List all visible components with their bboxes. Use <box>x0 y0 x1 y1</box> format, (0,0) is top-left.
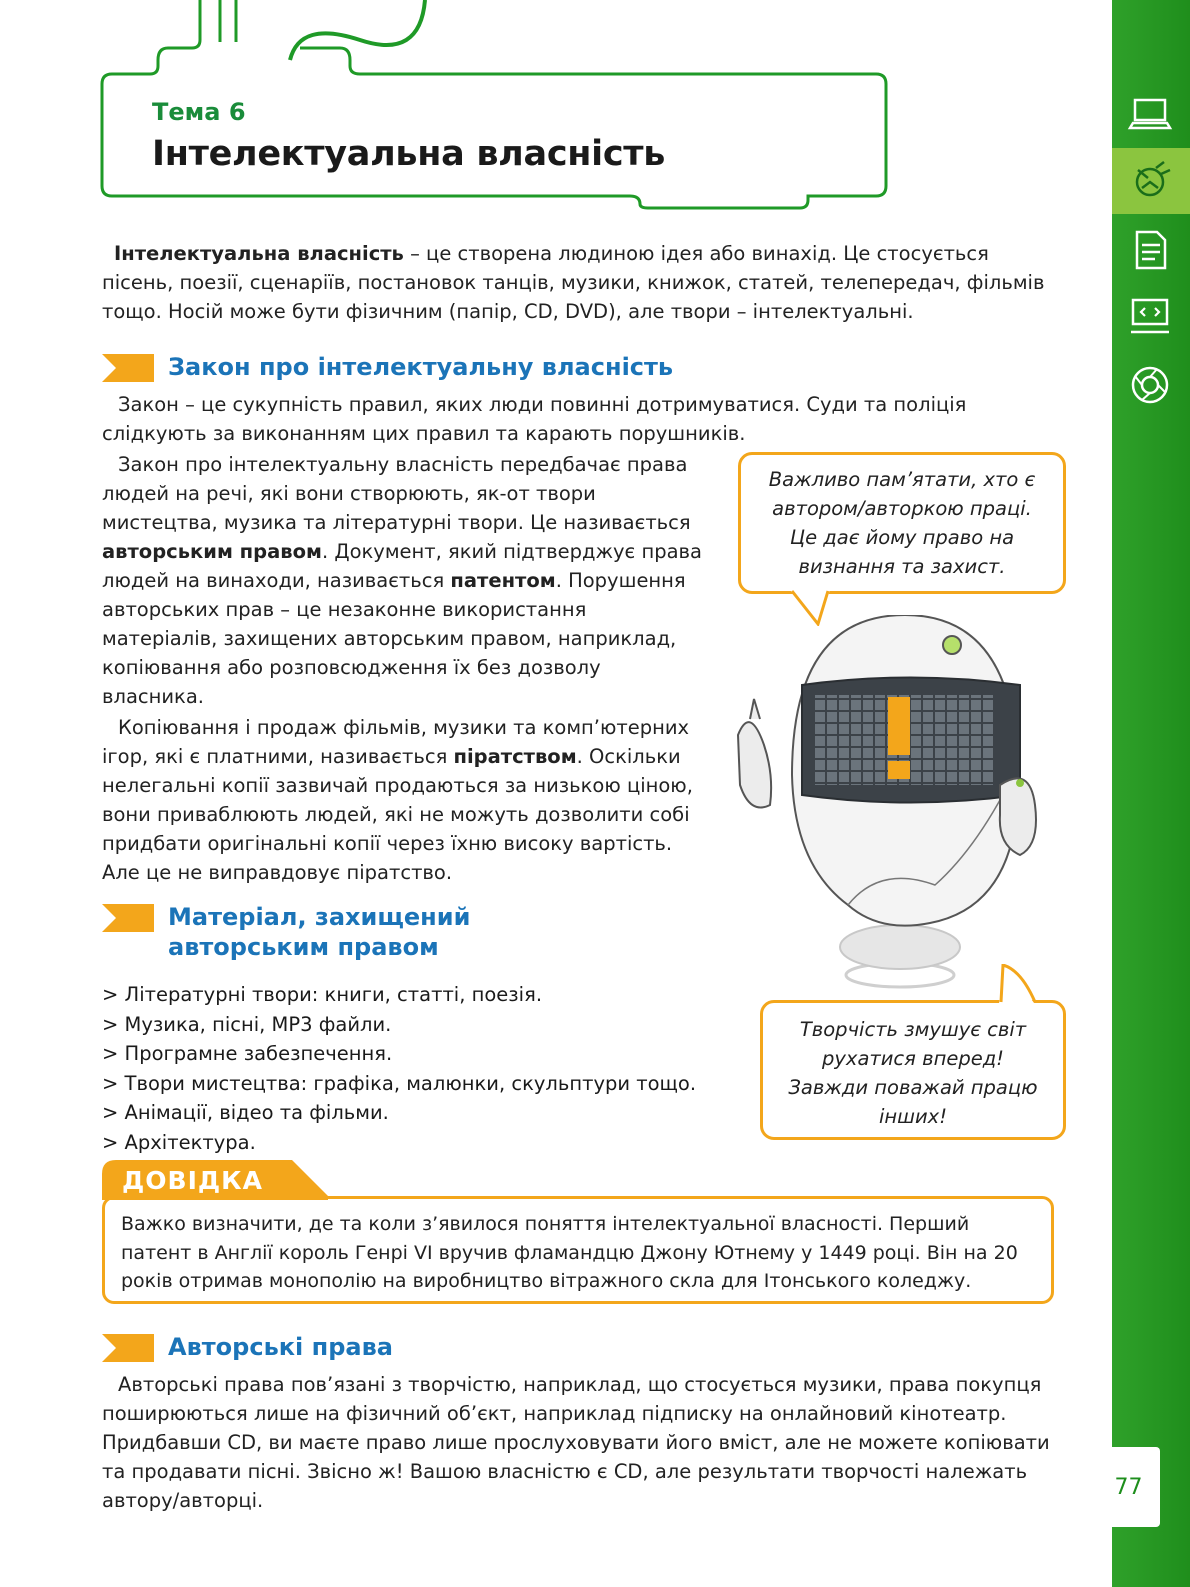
topic-label: Тема 6 <box>152 98 246 126</box>
law-paragraph-3: Копіювання і продаж фільмів, музики та комп’ютерних ігор, які є платними, називається піратством. Оскільки нелегальні копії зазвичай продаються за низькою ціною, вони приваблюють людей, які не можуть дозволити собі придбати оригінальні копії через їхню високу вартість. Але це не виправдовує піратство. <box>102 716 693 884</box>
robot-illustration <box>730 615 1065 990</box>
intro-text: – це створена людиною ідея або винахід. Це стосується пісень, поезії, сценаріїв, постановок танців, музики, книжок, статей, телепередач, фільмів тощо. Носій може бути фізичним (папір, CD, DVD), але твори – інтелектуальні. <box>102 242 1045 323</box>
brain-gear-icon[interactable] <box>1112 148 1190 214</box>
intro-term: Інтелектуальна власність <box>114 242 404 265</box>
laptop-icon[interactable] <box>1118 85 1182 145</box>
speech-bubble-bottom: Творчість змушує світ рухатися вперед! Завжди поважай працю інших! <box>760 1000 1066 1140</box>
title-frame <box>0 0 920 220</box>
flag-icon <box>102 354 160 382</box>
protected-materials-list <box>102 980 696 1157</box>
reference-label: ДОВІДКА <box>122 1166 263 1195</box>
intro-paragraph <box>102 239 1062 326</box>
copyright-paragraph: Авторські права пов’язані з творчістю, наприклад, що стосується музики, права покупця поширюються лише на фізичний об’єкт, наприклад підписку на онлайновий кінотеатр. Придбавши CD, ви маєте право лише прослуховувати його вміст, але не можете копіювати та продавати пісні. Звісно ж! Вашою власністю є CD, але результати творчості належать автору/авторці. <box>102 1373 1050 1512</box>
section-heading-protected: Матеріал, захищений авторським правом <box>102 902 470 962</box>
list-item: > Твори мистецтва: графіка, малюнки, скульптури тощо. <box>102 1071 697 1095</box>
list-item: > Літературні твори: книги, статті, поезія. <box>102 983 543 1006</box>
page-title: Інтелектуальна власність <box>152 134 666 174</box>
list-item: > Програмне забезпечення. <box>102 1042 393 1065</box>
speech-bubble-top: Важливо пам’ятати, хто є автором/авторкою праці. Це дає йому право на визнання та захист. <box>738 452 1066 594</box>
reference-box: Важко визначити, де та коли з’явилося поняття інтелектуальної власності. Перший патент в Англії король Генрі VI вручив фламандцю Джону Ютнему у 1449 році. Він на 20 років отримав монополію на виробництво вітражного скла для Ітонського коледжу. <box>102 1196 1054 1304</box>
law-paragraph-2: Закон про інтелектуальну власність передбачає права людей на речі, які вони створюють, як-от твори мистецтва, музика та літературні твори. Це називається авторським правом. Документ, який підтверджує права людей на винаходи, називається патентом. Порушення авторських прав – це незаконне використання матеріалів, захищених авторським правом, наприклад, копіювання або розповсюдження їх без дозволу власника. <box>102 453 702 708</box>
aperture-icon[interactable] <box>1118 355 1182 415</box>
document-icon[interactable] <box>1118 220 1182 280</box>
law-paragraph-1: Закон – це сукупність правил, яких люди повинні дотримуватися. Суди та поліція слідкують за виконанням цих правил та карають порушників. <box>102 393 967 445</box>
list-item: > Музика, пісні, MP3 файли. <box>102 1012 392 1036</box>
section-heading-law: Закон про інтелектуальну власність <box>102 352 673 382</box>
list-item: > Архітектура. <box>102 1130 256 1154</box>
page-number: 77 <box>1097 1447 1160 1527</box>
code-monitor-icon[interactable] <box>1118 287 1182 347</box>
list-item: > Анімації, відео та фільми. <box>102 1101 389 1124</box>
flag-icon <box>102 1334 160 1362</box>
section-heading-copyright: Авторські права <box>102 1332 393 1362</box>
flag-icon <box>102 904 160 932</box>
